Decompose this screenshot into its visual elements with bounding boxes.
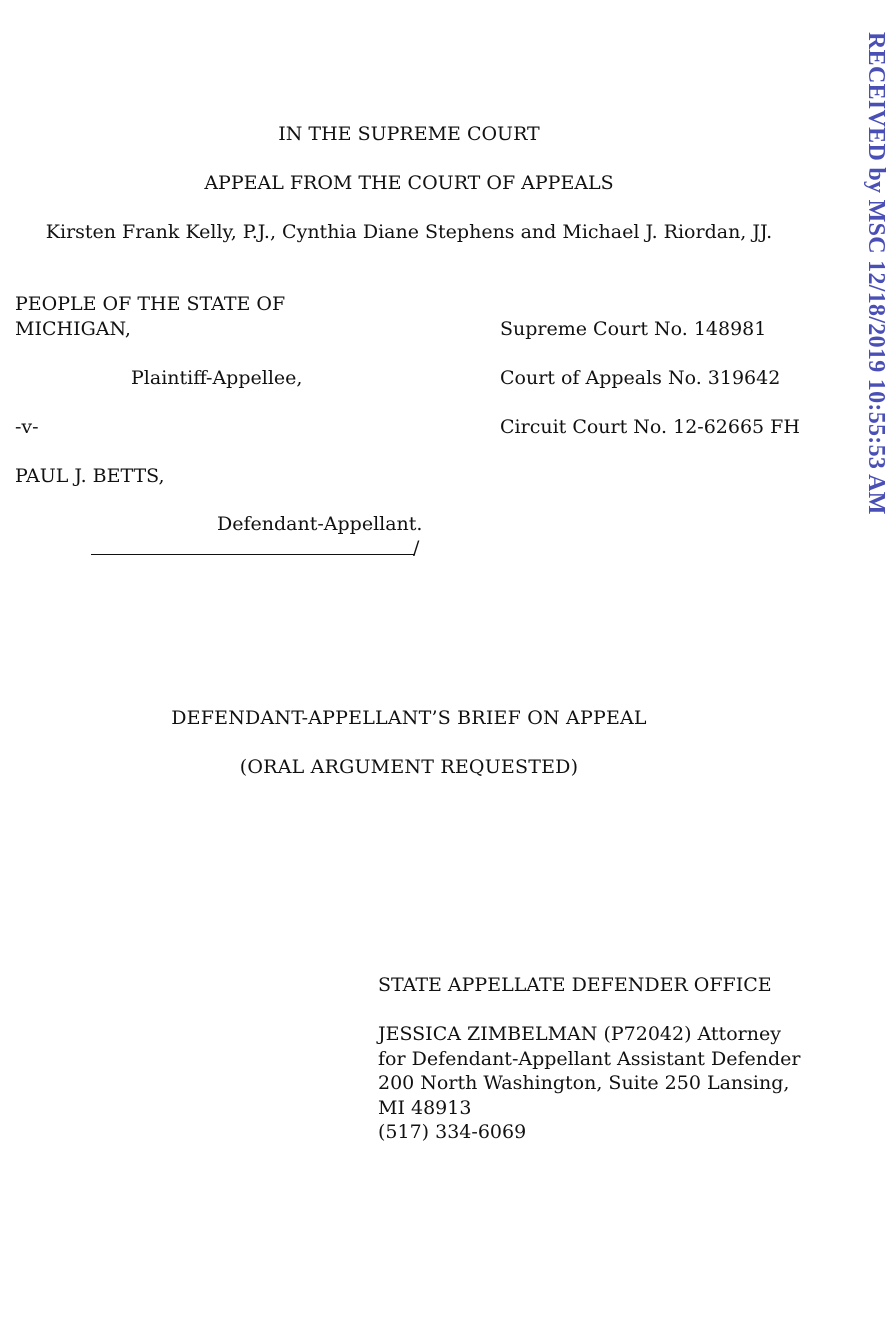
counsel-phone: (517) 334-6069	[378, 1121, 527, 1143]
appeal-from-heading: APPEAL FROM THE COURT OF APPEALS	[204, 172, 614, 194]
counsel-line: 200 North Washington, Suite 250 Lansing,	[378, 1072, 790, 1094]
plaintiff-name-line2: MICHIGAN,	[15, 318, 131, 340]
counsel-block	[378, 1022, 801, 1145]
versus: -v-	[15, 416, 39, 438]
oral-argument-note: (ORAL ARGUMENT REQUESTED)	[239, 756, 579, 778]
plaintiff-name-line1: PEOPLE OF THE STATE OF	[15, 293, 286, 315]
counsel-office: STATE APPELLATE DEFENDER OFFICE	[378, 974, 772, 996]
received-stamp: RECEIVED by MSC 12/18/2019 10:55:53 AM	[863, 32, 889, 515]
supreme-court-number: Supreme Court No. 148981	[500, 318, 767, 340]
judges-line: Kirsten Frank Kelly, P.J., Cynthia Diane Stephens and Michael J. Riordan, JJ.	[45, 221, 773, 243]
plaintiff-role: Plaintiff-Appellee,	[131, 367, 303, 389]
counsel-line: for Defendant-Appellant Assistant Defender	[378, 1047, 801, 1070]
circuit-court-number: Circuit Court No. 12-62665 FH	[500, 416, 800, 438]
defendant-name: PAUL J. BETTS,	[15, 465, 165, 487]
defendant-role: Defendant-Appellant.	[217, 513, 423, 535]
court-of-appeals-number: Court of Appeals No. 319642	[500, 367, 781, 389]
caption-divider	[91, 554, 415, 555]
brief-title: DEFENDANT-APPELLANT’S BRIEF ON APPEAL	[171, 707, 647, 729]
caption-slash: /	[413, 537, 420, 559]
court-heading: IN THE SUPREME COURT	[278, 123, 540, 145]
counsel-line: MI 48913	[378, 1096, 472, 1119]
counsel-line: JESSICA ZIMBELMAN (P72042) Attorney	[378, 1023, 781, 1045]
